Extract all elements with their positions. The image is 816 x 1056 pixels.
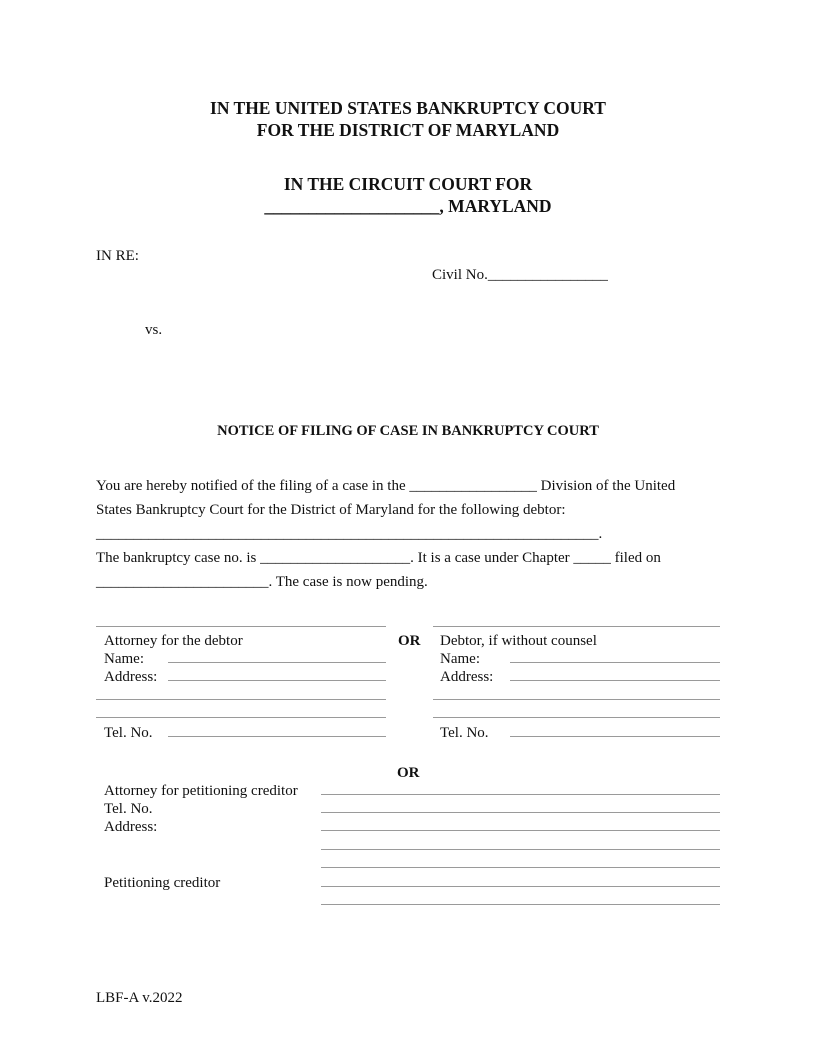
attorney-address-label: Address: [104,669,158,685]
petitioning-attorney-label: Attorney for petitioning creditor [104,783,298,799]
notice-line-district: States Bankruptcy Court for the District of Maryland for the following debtor: [96,502,566,518]
petitioning-tel-field[interactable] [321,812,720,813]
circuit-court-line2: ____________________, MARYLAND [264,196,552,216]
debtor-tel-label: Tel. No. [440,725,489,741]
in-re-label: IN RE: [96,248,139,264]
petitioning-tel-label: Tel. No. [104,801,153,817]
petitioning-creditor-line2[interactable] [321,904,720,905]
attorney-address-line2[interactable] [96,699,386,700]
notice-line-filed[interactable]: _______________________. The case is now pending. [96,574,428,590]
notice-line-case-no[interactable]: The bankruptcy case no. is ____________________. It is a case under Chapter _____ filed on [96,550,661,566]
attorney-for-debtor-label: Attorney for the debtor [104,633,243,649]
attorney-name-field[interactable] [168,662,386,663]
attorney-address-line3[interactable] [96,717,386,718]
circuit-court-line1: IN THE CIRCUIT COURT FOR [283,174,533,194]
form-id-footer: LBF-A v.2022 [96,990,183,1006]
attorney-top-rule [96,626,386,627]
court-title-line1: IN THE UNITED STATES BANKRUPTCY COURT [210,98,606,118]
debtor-tel-field[interactable] [510,736,720,737]
debtor-name-label: Name: [440,651,480,667]
civil-no-field[interactable]: Civil No.________________ [432,267,608,283]
attorney-address-field[interactable] [168,680,386,681]
petitioning-address-line3[interactable] [321,867,720,868]
notice-title: NOTICE OF FILING OF CASE IN BANKRUPTCY COURT [217,423,599,439]
court-title-line2: FOR THE DISTRICT OF MARYLAND [256,120,560,140]
vs-label: vs. [145,322,163,338]
debtor-name-field[interactable] [510,662,720,663]
or-label-2: OR [397,765,420,781]
attorney-tel-field[interactable] [168,736,386,737]
debtor-address-field[interactable] [510,680,720,681]
attorney-name-label: Name: [104,651,144,667]
debtor-address-label: Address: [440,669,494,685]
notice-line-division[interactable]: You are hereby notified of the filing of a case in the _________________ Division of the United [96,478,676,494]
petitioning-creditor-label: Petitioning creditor [104,875,221,891]
petitioning-address-label: Address: [104,819,158,835]
petitioning-address-line2[interactable] [321,849,720,850]
petitioning-creditor-field[interactable] [321,886,720,887]
petitioning-attorney-field[interactable] [321,794,720,795]
debtor-address-line2[interactable] [433,699,720,700]
or-label-1: OR [398,633,421,649]
petitioning-address-field[interactable] [321,830,720,831]
attorney-tel-label: Tel. No. [104,725,153,741]
notice-line-debtor[interactable]: ___________________________________________________________________. [96,526,603,542]
debtor-top-rule [433,626,720,627]
debtor-without-counsel-label: Debtor, if without counsel [440,633,597,649]
debtor-address-line3[interactable] [433,717,720,718]
